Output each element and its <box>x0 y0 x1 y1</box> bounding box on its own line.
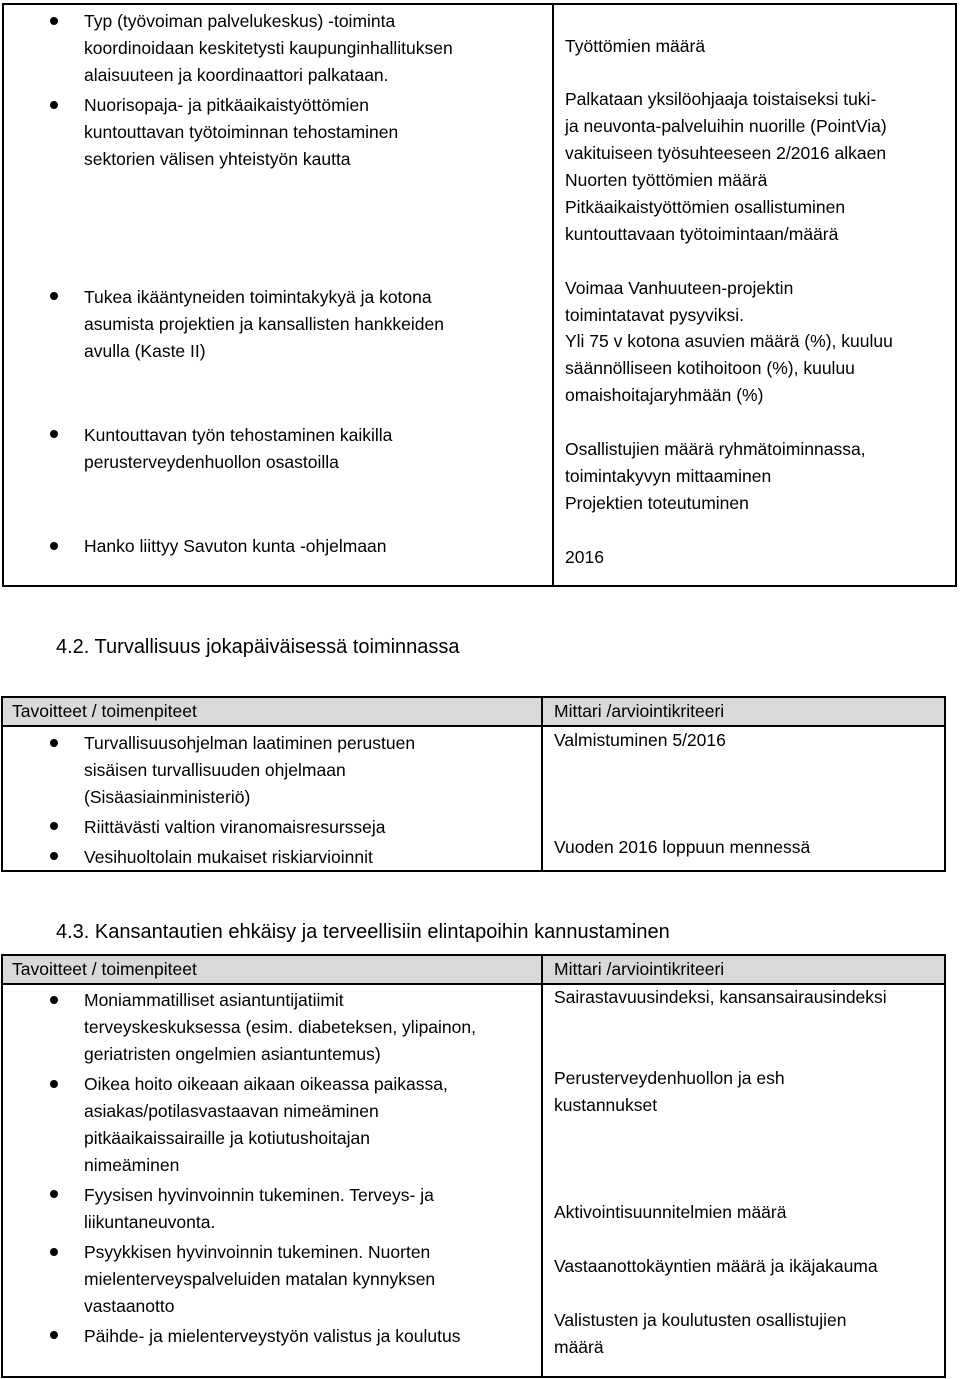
metric-line: toimintakyvyn mittaaminen <box>565 466 772 486</box>
bullet-icon <box>50 1080 58 1088</box>
list-item-line: geriatristen ongelmien asiantuntemus) <box>84 1044 381 1064</box>
list-item-line: kuntouttavan työtoiminnan tehostaminen <box>84 122 399 142</box>
metric-line: Nuorten työttömien määrä <box>565 170 768 190</box>
metric-line: kustannukset <box>554 1095 658 1115</box>
list-item-line: Nuorisopaja- ja pitkäaikaistyöttömien <box>84 95 369 115</box>
table-divider <box>552 3 554 587</box>
metric-line: omaishoitajaryhmään (%) <box>565 385 764 405</box>
table-divider <box>541 954 543 1378</box>
list-item-line: Psyykkisen hyvinvoinnin tukeminen. Nuorten <box>84 1242 431 1262</box>
list-item-line: Kuntouttavan työn tehostaminen kaikilla <box>84 425 393 445</box>
list-item-line: Moniammatilliset asiantuntijatiimit <box>84 990 344 1010</box>
metric-line: Valmistuminen 5/2016 <box>554 730 726 750</box>
metric-line: Työttömien määrä <box>565 36 706 56</box>
section-heading: 4.2. Turvallisuus jokapäiväisessä toiminnassa <box>56 636 460 658</box>
list-item-line: terveyskeskuksessa (esim. diabeteksen, ylipainon, <box>84 1017 476 1037</box>
metric-line: Pitkäaikaistyöttömien osallistuminen <box>565 197 846 217</box>
list-item-line: Fyysisen hyvinvoinnin tukeminen. Terveys- ja <box>84 1185 434 1205</box>
list-item-line: vastaanotto <box>84 1296 175 1316</box>
col-header-goals: Tavoitteet / toimenpiteet <box>12 701 197 721</box>
col-header-metric: Mittari /arviointikriteeri <box>554 701 725 721</box>
table-divider <box>541 696 543 872</box>
metric-line: Perusterveydenhuollon ja esh <box>554 1068 785 1088</box>
list-item-line: Tukea ikääntyneiden toimintakykyä ja kotona <box>84 287 432 307</box>
bullet-icon <box>50 996 58 1004</box>
list-item-line: Päihde- ja mielenterveystyön valistus ja koulutus <box>84 1326 461 1346</box>
bullet-icon <box>50 430 58 438</box>
col-header-goals: Tavoitteet / toimenpiteet <box>12 959 197 979</box>
list-item-line: asiakas/potilasvastaavan nimeäminen <box>84 1101 379 1121</box>
metric-line: vakituiseen työsuhteeseen 2/2016 alkaen <box>565 143 887 163</box>
bullet-icon <box>50 822 58 830</box>
bullet-icon <box>50 101 58 109</box>
metric-line: Vuoden 2016 loppuun mennessä <box>554 837 811 857</box>
list-item-line: Typ (työvoiman palvelukeskus) -toiminta <box>84 11 396 31</box>
bullet-icon <box>50 739 58 747</box>
metric-line: Osallistujien määrä ryhmätoiminnassa, <box>565 439 866 459</box>
list-item-line: (Sisäasiainministeriö) <box>84 787 251 807</box>
metric-line: Vastaanottokäyntien määrä ja ikäjakauma <box>554 1256 878 1276</box>
list-item-line: Oikea hoito oikeaan aikaan oikeassa paikassa, <box>84 1074 448 1094</box>
list-item-line: liikuntaneuvonta. <box>84 1212 216 1232</box>
list-item-line: perusterveydenhuollon osastoilla <box>84 452 339 472</box>
metric-line: toimintatavat pysyviksi. <box>565 305 744 325</box>
list-item-line: Vesihuoltolain mukaiset riskiarvioinnit <box>84 847 373 867</box>
metric-line: 2016 <box>565 547 604 567</box>
metric-line: kuntouttavaan työtoimintaan/määrä <box>565 224 839 244</box>
metric-line: ja neuvonta-palveluihin nuorille (PointVia) <box>565 116 887 136</box>
metric-line: Sairastavuusindeksi, kansansairausindeksi <box>554 987 887 1007</box>
metric-line: Valistusten ja koulutusten osallistujien <box>554 1310 847 1330</box>
list-item-line: pitkäaikaissairaille ja kotiutushoitajan <box>84 1128 370 1148</box>
metric-line: Voimaa Vanhuuteen-projektin <box>565 278 794 298</box>
list-item-line: koordinoidaan keskitetysti kaupunginhallituksen <box>84 38 453 58</box>
section-heading: 4.3. Kansantautien ehkäisy ja terveellisiin elintapoihin kannustaminen <box>56 921 670 943</box>
metric-line: Aktivointisuunnitelmien määrä <box>554 1202 787 1222</box>
col-header-metric: Mittari /arviointikriteeri <box>554 959 725 979</box>
metric-line: määrä <box>554 1337 604 1357</box>
bullet-icon <box>50 17 58 25</box>
list-item-line: mielenterveyspalveluiden matalan kynnyksen <box>84 1269 436 1289</box>
bullet-icon <box>50 852 58 860</box>
list-item-line: Turvallisuusohjelman laatiminen perustuen <box>84 733 416 753</box>
bullet-icon <box>50 1190 58 1198</box>
header-divider <box>1 725 946 727</box>
list-item-line: alaisuuteen ja koordinaattori palkataan. <box>84 65 389 85</box>
metric-line: Yli 75 v kotona asuvien määrä (%), kuuluu <box>565 331 893 351</box>
metric-line: säännölliseen kotihoitoon (%), kuuluu <box>565 358 855 378</box>
list-item-line: Riittävästi valtion viranomaisresursseja <box>84 817 386 837</box>
list-item-line: asumista projektien ja kansallisten hankkeiden <box>84 314 444 334</box>
list-item-line: avulla (Kaste II) <box>84 341 206 361</box>
metric-line: Projektien toteutuminen <box>565 493 749 513</box>
bullet-icon <box>50 1331 58 1339</box>
bullet-icon <box>50 292 58 300</box>
bullet-icon <box>50 542 58 550</box>
list-item-line: Hanko liittyy Savuton kunta -ohjelmaan <box>84 536 387 556</box>
bullet-icon <box>50 1248 58 1256</box>
list-item-line: sisäisen turvallisuuden ohjelmaan <box>84 760 346 780</box>
metric-line: Palkataan yksilöohjaaja toistaiseksi tuki- <box>565 89 877 109</box>
list-item-line: sektorien välisen yhteistyön kautta <box>84 149 351 169</box>
list-item-line: nimeäminen <box>84 1155 180 1175</box>
